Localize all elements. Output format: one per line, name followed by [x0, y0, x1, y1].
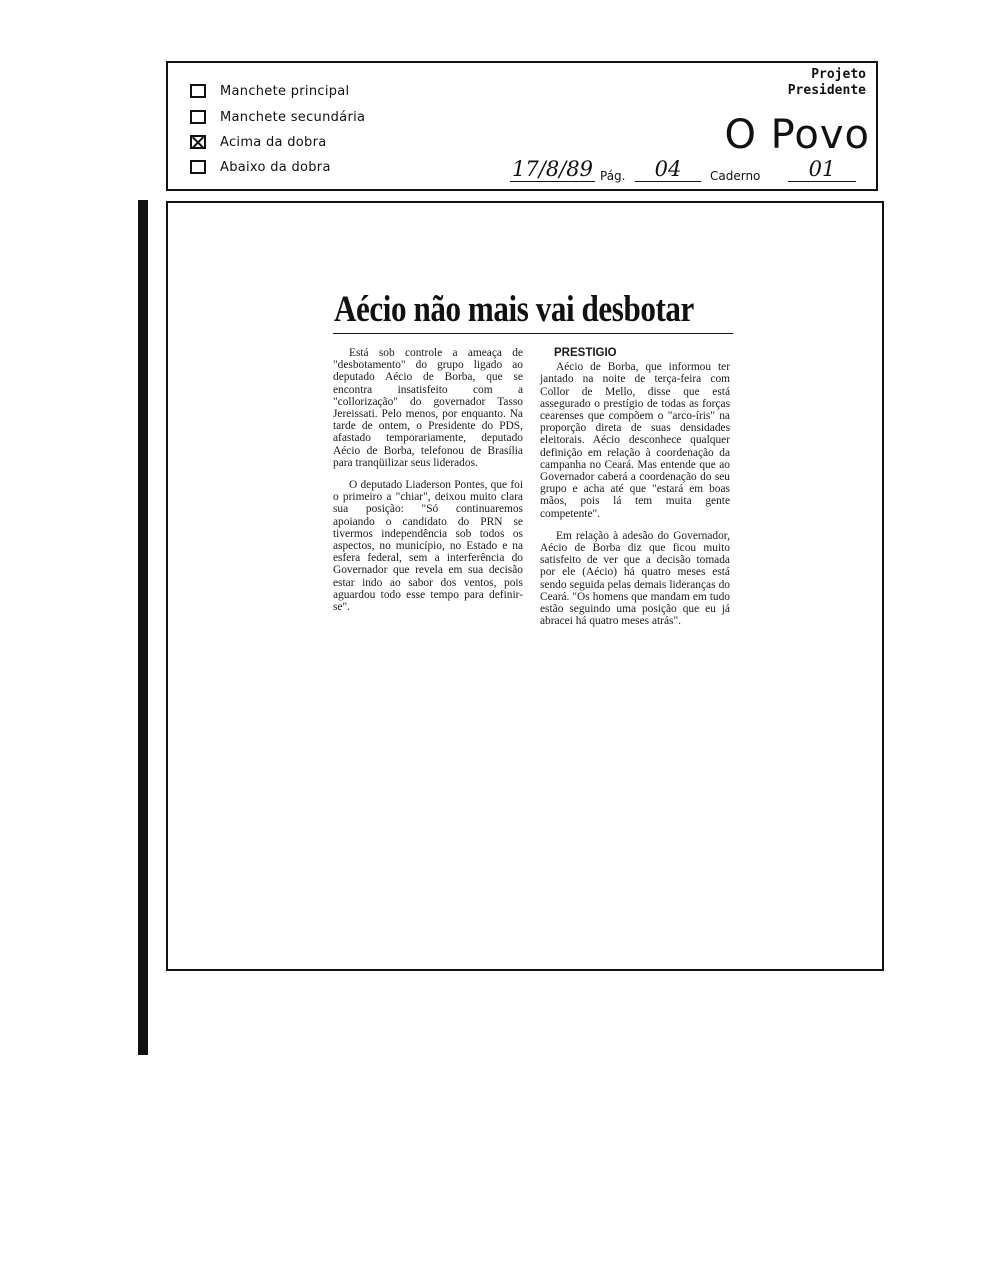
checkbox-row-abaixo-da-dobra[interactable] — [190, 157, 331, 177]
article-column-right — [540, 347, 730, 637]
article-paragraph: Aécio de Borba, que informou ter jantado na noite de terça-feira com Collor de Mello, disse que está assegurado o prestígio de todas as forças cearenses que compõem o "arco-íris" na proporção direta de suas densidades eleitorais. Aécio desconhece qualquer definição em relação à coordenação da campanha no Ceará. Mas entende que ao Governador caberá a coordenação do seu grupo e acha até que "estará em boas mãos, pois lá tem muita gente competente". — [540, 361, 730, 520]
checkbox-abaixo-da-dobra[interactable] — [190, 160, 206, 174]
project-line-1: Projeto — [811, 67, 866, 82]
article-paragraph: O deputado Liaderson Pontes, que foi o primeiro a "chiar", deixou muito clara sua posição: "Só continuaremos apoiando o candidato do PRN se tivermos independência sob todos os aspectos, no município, no Estado e na esfera federal, sem a interferência do Governador que revela em sua decisão estar indo ao sabor dos ventos, pois aguardou todo esse tempo para definir-se". — [333, 479, 523, 614]
scan-edge-bar — [138, 200, 148, 1055]
checkbox-row-acima-da-dobra[interactable] — [190, 132, 327, 152]
checkbox-acima-da-dobra[interactable] — [190, 135, 206, 149]
project-line-2: Presidente — [787, 83, 866, 98]
checkbox-manchete-secundaria[interactable] — [190, 110, 206, 124]
section-subhead: PRESTIGIO — [554, 347, 617, 359]
checkbox-row-manchete-principal[interactable] — [190, 81, 349, 101]
checkbox-row-manchete-secundaria[interactable] — [190, 107, 365, 127]
date-page-line — [510, 157, 875, 187]
article-paragraph: Está sob controle a ameaça de "desbotamento" do grupo ligado ao deputado Aécio de Borba, que se encontra insatisfeito com a "collorização" do governador Tasso Jereissati. Pelo menos, por enquanto. Na tarde de ontem, o Presidente do PDS, afastado temporariamente, deputado Aécio de Borba, telefonou de Brasília para tranqüilizar seus liderados. — [333, 347, 523, 469]
headline-rule — [333, 333, 733, 334]
page-value: 04 — [635, 157, 701, 182]
caderno-label: Caderno — [710, 169, 761, 183]
caderno-value: 01 — [788, 157, 856, 182]
page-label: Pág. — [600, 169, 626, 183]
checkbox-manchete-principal[interactable] — [190, 84, 206, 98]
checkbox-label: Abaixo da dobra — [220, 159, 331, 175]
clipping-header — [166, 61, 878, 191]
article-column-left — [333, 347, 523, 623]
article-paragraph: Em relação à adesão do Governador, Aécio de Borba diz que ficou muito satisfeito de ver que a decisão tomada por ele (Aécio) há quatro meses está sendo seguida pelas demais lideranças do Ceará. "Os homens que mandam em tudo estão seguindo uma posição que eu já abracei há quatro meses atrás". — [540, 529, 730, 628]
newspaper-name: O Povo — [724, 112, 870, 158]
project-label — [788, 67, 866, 99]
checkbox-label: Manchete secundária — [220, 109, 366, 125]
checkbox-label: Manchete principal — [220, 83, 350, 99]
article-headline: Aécio não mais vai desbotar — [334, 289, 694, 330]
checkbox-label: Acima da dobra — [220, 134, 327, 150]
date-value: 17/8/89 — [510, 157, 595, 182]
